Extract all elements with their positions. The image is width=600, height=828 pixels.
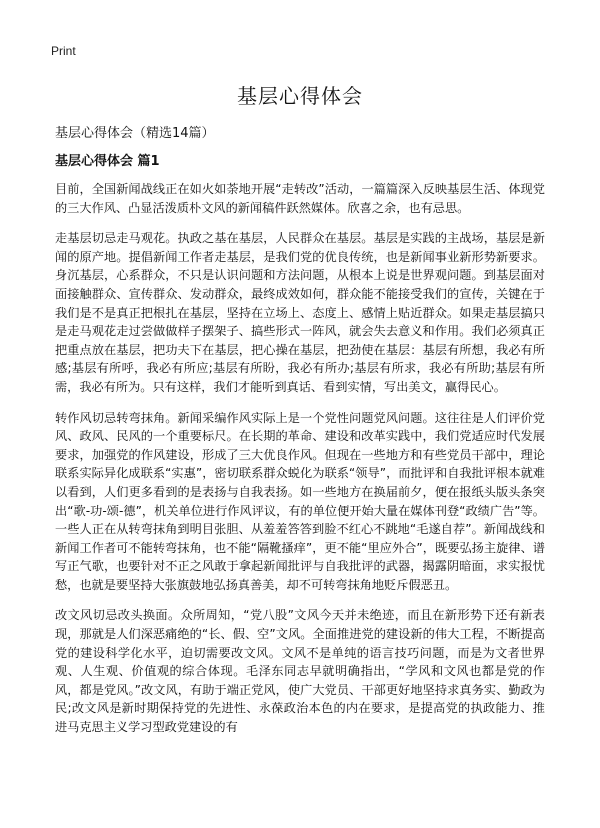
- body-paragraph: 目前，全国新闻战线正在如火如荼地开展“走转改”活动，一篇篇深入反映基层生活、体现党的三大作风、凸显活泼质朴文风的新闻稿件跃然媒体。欣喜之余，也有忌思。: [55, 182, 545, 215]
- document-body: [55, 180, 545, 749]
- document-title: 基层心得体会: [237, 84, 363, 108]
- body-paragraph: 走基层切忌走马观花。执政之基在基层，人民群众在基层。基层是实践的主战场，基层是新闻的原产地。提倡新闻工作者走基层，是我们党的优良传统，也是新闻事业新形势新要求。身沉基层，心系群众，不只是认识问题和方法问题，从根本上说是世界观问题。到基层面对面接触群众、宣传群众、发动群众，最终成效如何，群众能不能接受我们的宣传，关键在于我们是不是真正把根扎在基层，坚持在立场上、态度上、感情上贴近群众。如果走基层搞只是走马观花走过尝做做样子摆架子、搞些形式一阵风，就会失去意义和作用。我们必须真正把重点放在基层，把功夫下在基层，把心操在基层，把劲使在基层：基层有所想，我必有所感;基层有所呼，我必有所应;基层有所盼，我必有所办;基层有所求，我必有所助;基层有所需，我必有所为。只有这样，我们才能听到真话、看到实情，写出美文，赢得民心。: [55, 231, 545, 394]
- document-subtitle: 基层心得体会（精选14篇）: [55, 126, 215, 141]
- body-paragraph: 转作风切忌转弯抹角。新闻采编作风实际上是一个党性问题党风问题。这往往是人们评价党风、政风、民风的一个重要标尺。在长期的革命、建设和改革实践中，我们党适应时代发展要求，加强党的作风建设，形成了三大优良作风。但现在一些地方和有些党员干部中，理论联系实际异化成联系“实惠”，密切联系群众蜕化为联系“领导”，而批评和自我批评根本就难以看到，人们更多看到的是表扬与自我表扬。如一些地方在换届前夕，便在报纸头版头条突出“歌-功-颂-德”，机关单位进行作风评议，有的单位便开始大量在媒体刊登“政绩广告”等。一些人正在从转弯抹角到明目张胆、从羞羞答答到脸不红心不跳地“毛遂自荐”。新闻战线和新闻工作者可不能转弯抹角，也不能“隔靴搔痒”，更不能“里应外合”，既要弘扬主旋律、谱写正气歌，也要针对不正之风敢于拿起新闻批评与自我批评的武器，揭露阴暗面，求实报忧愁，也就是要坚持大张旗鼓地弘扬真善美，却不可转弯抹角地贬斥假恶丑。: [55, 410, 545, 592]
- section-heading: 基层心得体会 篇1: [55, 154, 160, 169]
- print-link[interactable]: Print: [51, 44, 76, 58]
- body-paragraph: 改文风切忌改头换面。众所周知，“党八股”文风今天并未绝迹，而且在新形势下还有新表现，那就是人们深恶痛绝的“长、假、空”文风。全面推进党的建设新的伟大工程，不断提高党的建设科学化水平，迫切需要改文风。文风不是单纯的语言技巧问题，而是为文者世界观、人生观、价值观的综合体现。毛泽东同志早就明确指出，“学风和文风也都是党的作风，都是党风。”改文风，有助于端正党风，使广大党员、干部更好地坚持求真务实、勤政为民;改文风是新时期保持党的先进性、永葆政治本色的内在要求，是提高党的执政能力、推进马克思主义学习型政党建设的有: [55, 608, 545, 735]
